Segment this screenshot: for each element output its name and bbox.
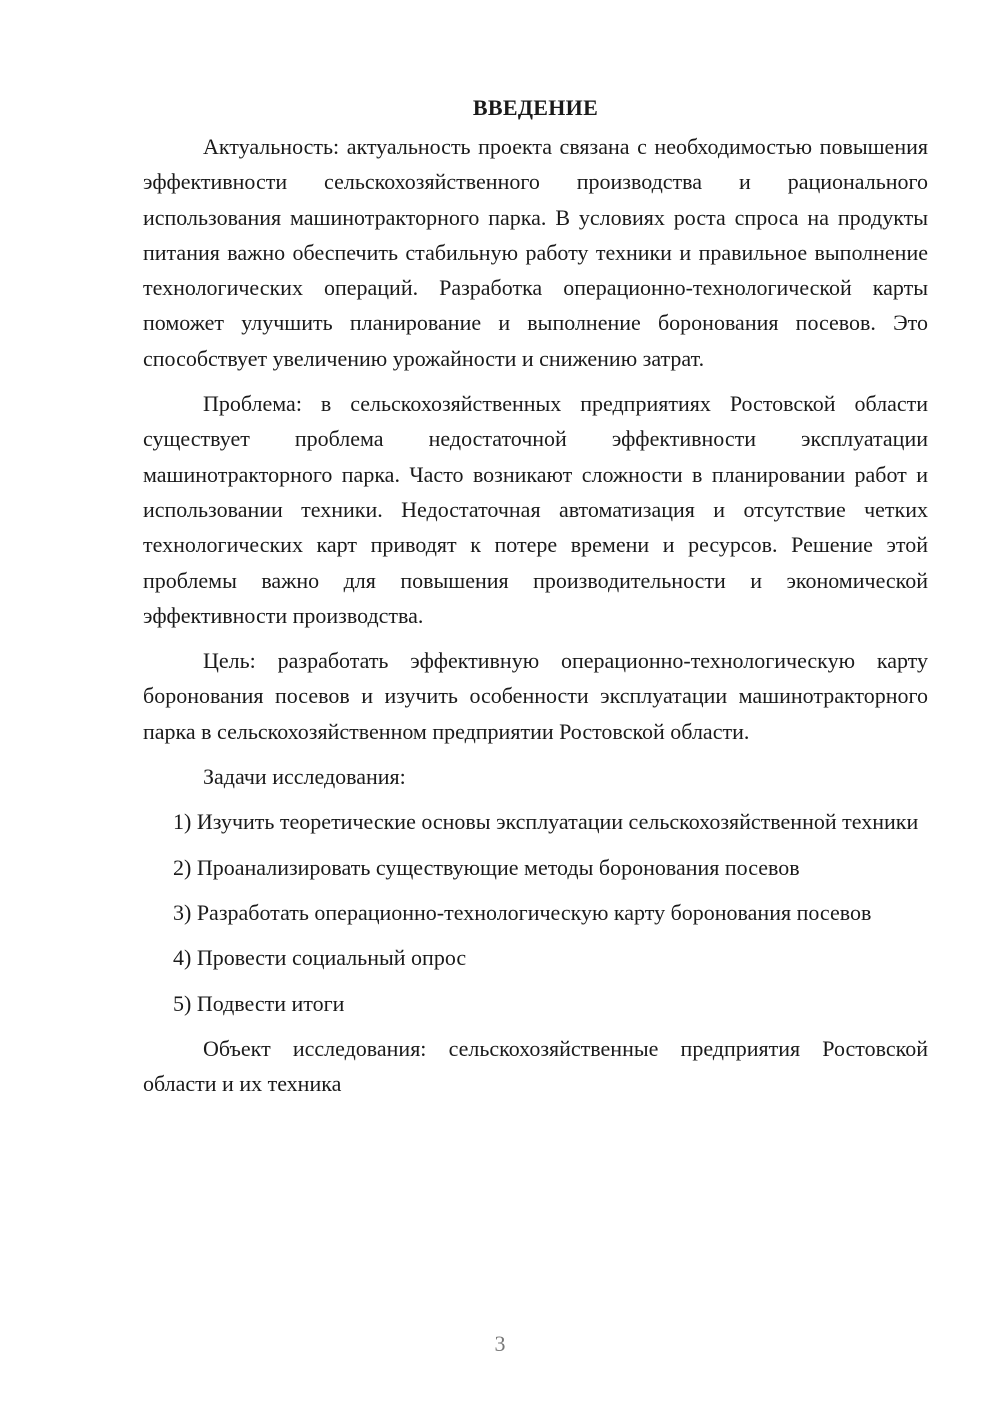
paragraph-relevance: Актуальность: актуальность проекта связана с необходимостью повышения эффективности сельскохозяйственного производства и рационального использования машинотракторного парка. В условиях роста спроса на продукты питания важно обеспечить стабильную работу техники и правильное выполнение технологических операций. Разработка операционно-технологической карты поможет улучшить планирование и выполнение боронования посевов. Это способствует увеличению урожайности и снижению затрат. — [143, 134, 928, 371]
paragraph-tasks-intro: Задачи исследования: — [203, 764, 406, 790]
list-item: 1) Изучить теоретические основы эксплуатации сельскохозяйственной техники — [173, 809, 919, 835]
list-item: 5) Подвести итоги — [173, 990, 345, 1016]
tasks-list — [143, 804, 928, 1020]
page-number: 3 — [494, 1331, 506, 1356]
paragraph-problem: Проблема: в сельскохозяйственных предприятиях Ростовской области существует проблема недостаточной эффективности эксплуатации машинотракторного парка. Часто возникают сложности в планировании работ и использовании техники. Недостаточная автоматизация и отсутствие четких технологических карт приводят к потере времени и ресурсов. Решение этой проблемы важно для повышения производительности и экономической эффективности производства. — [143, 391, 928, 628]
paragraph-object: Объект исследования: сельскохозяйственные предприятия Ростовской области и их техника — [143, 1035, 928, 1097]
list-item: 4) Провести социальный опрос — [173, 945, 467, 971]
paragraph-goal: Цель: разработать эффективную операционно-технологическую карту боронования посевов и изучить особенности эксплуатации машинотракторного парка в сельскохозяйственном предприятии Ростовской области. — [143, 648, 928, 744]
document-page — [143, 90, 928, 1111]
list-item: 2) Проанализировать существующие методы боронования посевов — [173, 854, 800, 880]
list-item: 3) Разработать операционно-технологическую карту боронования посевов — [173, 899, 872, 925]
section-heading: ВВЕДЕНИЕ — [472, 95, 599, 120]
